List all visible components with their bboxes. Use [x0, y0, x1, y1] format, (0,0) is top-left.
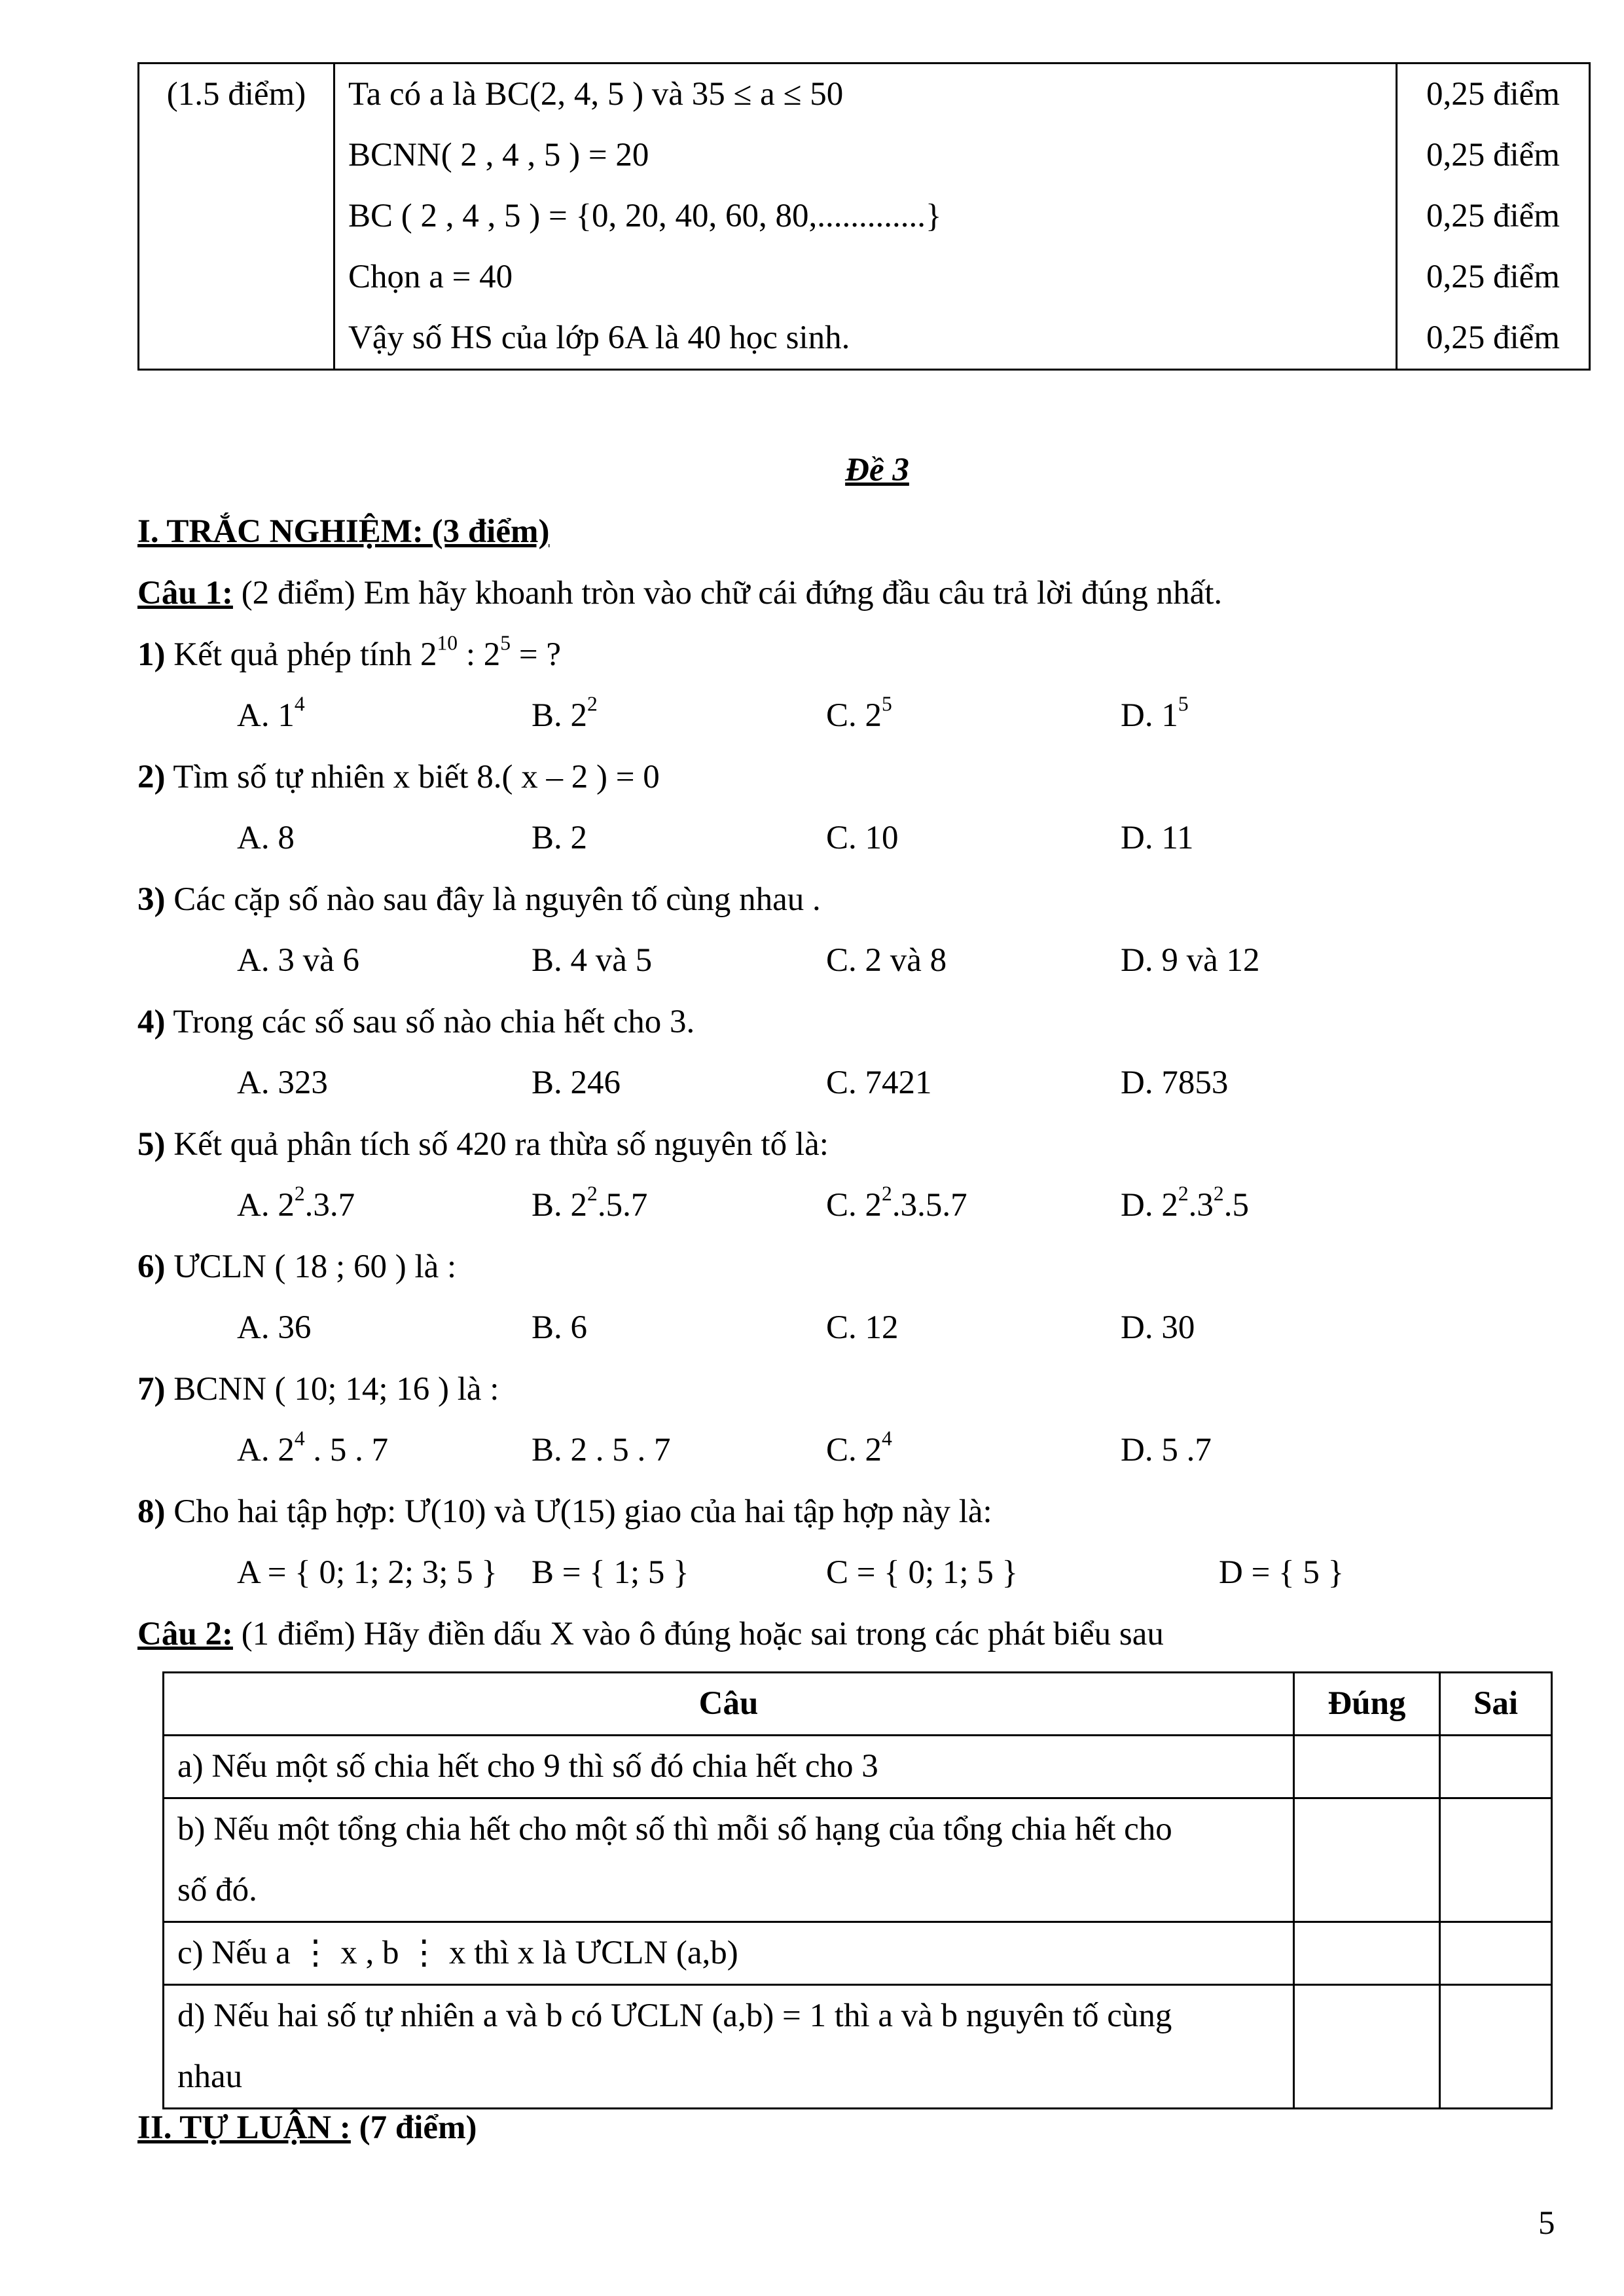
q2-option-a[interactable]: A. 8	[237, 820, 295, 856]
section-1-heading: I. TRẮC NGHIỆM: (3 điểm)	[137, 513, 550, 550]
q4-option-c[interactable]: C. 7421	[826, 1065, 932, 1101]
tf-row-c-text: c) Nếu a ⋮ x , b ⋮ x thì x là ƯCLN (a,b)	[177, 1934, 738, 1971]
answer-table	[137, 62, 1591, 371]
score-cell	[1397, 64, 1590, 370]
q5-option-b[interactable]: B. $2^2.5.7$	[532, 1182, 648, 1224]
question-2: 2) Tìm số tự nhiên x biết 8.( x – 2 ) = 0	[137, 759, 660, 795]
q1-option-b[interactable]: B. $2^2$	[532, 692, 598, 734]
tf-row-b-text-2: số đó.	[177, 1871, 257, 1908]
q2-option-b[interactable]: B. 2	[532, 820, 588, 856]
question-4: 4) Trong các số sau số nào chia hết cho 3.	[137, 1004, 695, 1040]
q6-option-a[interactable]: A. 36	[237, 1309, 312, 1346]
tf-row-a-false-cell[interactable]	[1440, 1736, 1552, 1798]
tf-row-b-text-1: b) Nếu một tổng chia hết cho một số thì mỗi số hạng của tổng chia hết cho	[177, 1810, 1172, 1848]
exam-title: Đề 3	[845, 452, 909, 488]
page-number: 5	[1538, 2205, 1555, 2242]
cau-2-text: (1 điểm) Hãy điền dấu X vào ô đúng hoặc sai trong các phát biểu sau	[232, 1616, 1164, 1652]
cau-2-label: Câu 2:	[137, 1616, 233, 1652]
tf-row-c-false-cell[interactable]	[1440, 1922, 1552, 1985]
tf-row-a-true-cell[interactable]	[1294, 1736, 1440, 1798]
tf-row-d-true-cell[interactable]	[1294, 1985, 1440, 2109]
solution-line-4: Chọn a = 40	[348, 258, 513, 295]
q6-option-b[interactable]: B. 6	[532, 1309, 588, 1346]
tf-row-b-false-cell[interactable]	[1440, 1798, 1552, 1922]
score-5: 0,25 điểm	[1426, 319, 1560, 356]
q1-mid: : 2	[458, 636, 501, 673]
question-8: 8) Cho hai tập hợp: Ư(10) và Ư(15) giao của hai tập hợp này là:	[137, 1493, 992, 1530]
solution-line-1: Ta có a là BC(2, 4, 5 ) và 35 ≤ a ≤ 50	[348, 75, 844, 113]
section-2-heading	[137, 2108, 477, 2148]
q3-option-b[interactable]: B. 4 và 5	[532, 942, 653, 979]
tf-row-c-true-cell[interactable]	[1294, 1922, 1440, 1985]
q1-end: = ?	[511, 636, 561, 673]
cau-2-instruction	[137, 1614, 1164, 1654]
q1-exp-1: 10	[437, 631, 458, 655]
solution-line-3: BC ( 2 , 4 , 5 ) = {0, 20, 40, 60, 80,.............}	[348, 197, 942, 234]
q3-option-c[interactable]: C. 2 và 8	[826, 942, 947, 979]
solution-cell	[334, 64, 1397, 370]
q1-option-c[interactable]: C. $2^5$	[826, 692, 892, 734]
q6-option-c[interactable]: C. 12	[826, 1309, 899, 1346]
tf-row-d-text-2: nhau	[177, 2058, 243, 2095]
q5-option-d[interactable]: D. $2^2.3^2.5$	[1121, 1182, 1249, 1224]
q7-option-b[interactable]: B. 2 . 5 . 7	[532, 1432, 671, 1468]
q8-option-a[interactable]: A = { 0; 1; 2; 3; 5 }	[237, 1554, 497, 1591]
q3-option-a[interactable]: A. 3 và 6	[237, 942, 359, 979]
q1-option-a[interactable]: A. $1^4$	[237, 692, 305, 734]
q4-option-a[interactable]: A. 323	[237, 1065, 328, 1101]
true-false-table	[162, 1671, 1553, 2109]
table-row	[164, 1922, 1552, 1985]
tf-row-d-false-cell[interactable]	[1440, 1985, 1552, 2109]
points-label: (1.5 điểm)	[166, 75, 306, 113]
q1-number: 1)	[137, 636, 166, 673]
table-row	[164, 1985, 1552, 2109]
solution-line-2: BCNN( 2 , 4 , 5 ) = 20	[348, 136, 649, 173]
table-row	[164, 1798, 1552, 1922]
question-1	[137, 631, 561, 675]
q7-option-c[interactable]: C. $2^4$	[826, 1427, 892, 1468]
section-2-label: II. TỰ LUẬN :	[137, 2109, 351, 2146]
q2-option-d[interactable]: D. 11	[1121, 820, 1194, 856]
tf-header-false: Sai	[1440, 1673, 1552, 1736]
q7-option-d[interactable]: D. 5 .7	[1121, 1432, 1212, 1468]
q1-text: Kết quả phép tính 2	[173, 636, 437, 673]
score-3: 0,25 điểm	[1426, 197, 1560, 234]
q4-option-b[interactable]: B. 246	[532, 1065, 621, 1101]
q5-option-a[interactable]: A. $2^2.3.7$	[237, 1182, 355, 1224]
q1-exp-2: 5	[500, 631, 511, 655]
q3-option-d[interactable]: D. 9 và 12	[1121, 942, 1260, 979]
tf-header-statement: Câu	[164, 1673, 1294, 1736]
q8-option-b[interactable]: B = { 1; 5 }	[532, 1554, 689, 1591]
question-3: 3) Các cặp số nào sau đây là nguyên tố cùng nhau .	[137, 881, 821, 918]
q6-option-d[interactable]: D. 30	[1121, 1309, 1195, 1346]
table-row	[164, 1736, 1552, 1798]
q4-option-d[interactable]: D. 7853	[1121, 1065, 1229, 1101]
tf-row-a-text: a) Nếu một số chia hết cho 9 thì số đó chia hết cho 3	[177, 1747, 878, 1785]
tf-header-true: Đúng	[1294, 1673, 1440, 1736]
score-2: 0,25 điểm	[1426, 136, 1560, 173]
q1-option-d[interactable]: D. $1^5$	[1121, 692, 1189, 734]
section-2-points: (7 điểm)	[350, 2109, 477, 2146]
q8-option-d[interactable]: D = { 5 }	[1219, 1554, 1344, 1591]
cau-1-instruction	[137, 574, 1222, 613]
points-cell	[139, 64, 334, 370]
tf-row-d-text-1: d) Nếu hai số tự nhiên a và b có ƯCLN (a,b) = 1 thì a và b nguyên tố cùng	[177, 1997, 1172, 2034]
question-6: 6) ƯCLN ( 18 ; 60 ) là :	[137, 1248, 457, 1285]
score-4: 0,25 điểm	[1426, 258, 1560, 295]
tf-row-b-true-cell[interactable]	[1294, 1798, 1440, 1922]
question-7: 7) BCNN ( 10; 14; 16 ) là :	[137, 1371, 499, 1408]
q2-option-c[interactable]: C. 10	[826, 820, 899, 856]
q5-option-c[interactable]: C. $2^2.3.5.7$	[826, 1182, 967, 1224]
q7-option-a[interactable]: A. $2^4$ . 5 . 7	[237, 1427, 389, 1468]
solution-line-5: Vậy số HS của lớp 6A là 40 học sinh.	[348, 319, 850, 356]
cau-1-label: Câu 1:	[137, 575, 233, 611]
score-1: 0,25 điểm	[1426, 75, 1560, 113]
q8-option-c[interactable]: C = { 0; 1; 5 }	[826, 1554, 1019, 1591]
question-5: 5) Kết quả phân tích số 420 ra thừa số nguyên tố là:	[137, 1126, 829, 1163]
cau-1-text: (2 điểm) Em hãy khoanh tròn vào chữ cái đứng đầu câu trả lời đúng nhất.	[232, 575, 1223, 611]
